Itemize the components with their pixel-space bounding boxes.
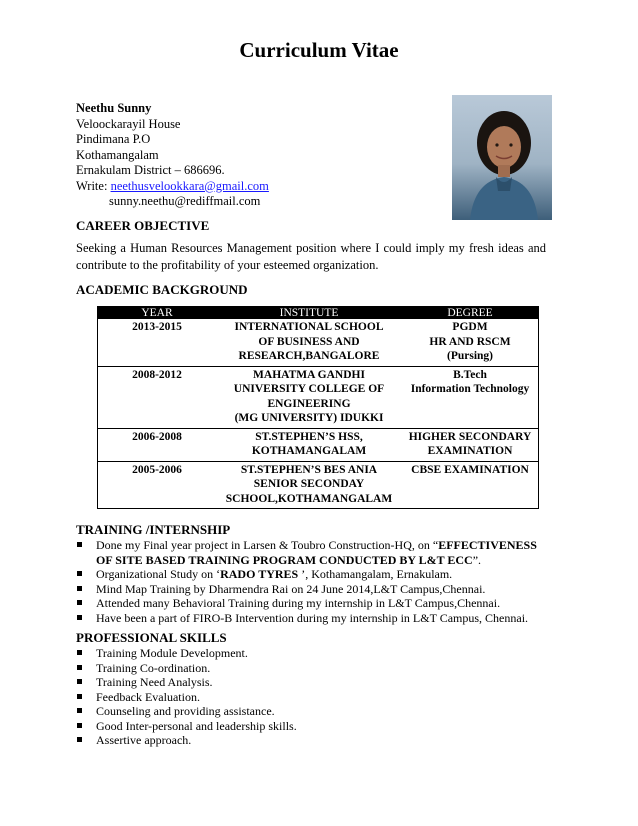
- column-header-institute: INSTITUTE: [216, 306, 402, 319]
- cell-institute: [216, 461, 402, 509]
- institute-line: INTERNATIONAL SCHOOL: [234, 321, 384, 333]
- degree-line: EXAMINATION: [427, 445, 513, 457]
- column-header-degree: DEGREE: [402, 306, 539, 319]
- institute-line: ST.STEPHEN’S HSS,: [255, 430, 363, 443]
- list-item: Feedback Evaluation.: [76, 690, 546, 705]
- cell-institute: [216, 428, 402, 461]
- skills-heading: PROFESSIONAL SKILLS: [76, 630, 227, 645]
- document-title: Curriculum Vitae: [239, 38, 399, 62]
- academic-heading: ACADEMIC BACKGROUND: [76, 282, 248, 297]
- list-item: Training Need Analysis.: [76, 675, 546, 690]
- applicant-name: Neethu Sunny: [76, 101, 152, 115]
- list-item: Assertive approach.: [76, 733, 546, 748]
- cell-year: 2005-2006: [98, 461, 217, 509]
- address-line: Pindimana P.O: [76, 132, 151, 146]
- institute-line: SENIOR SECONDAY: [253, 478, 365, 490]
- institute-line: SCHOOL,KOTHAMANGALAM: [225, 492, 393, 505]
- list-item: Training Module Development.: [76, 646, 546, 661]
- cell-year: 2008-2012: [98, 366, 217, 428]
- table-row: [98, 319, 539, 366]
- training-heading: TRAINING /INTERNSHIP: [76, 522, 231, 537]
- write-label: Write:: [76, 178, 111, 193]
- degree-line: Information Technology: [410, 383, 530, 395]
- institute-line: ST.STEPHEN’S BES ANIA: [240, 463, 378, 476]
- table-row: [98, 461, 539, 509]
- cell-degree: [402, 428, 539, 461]
- training-list: [76, 538, 546, 625]
- address-line: Ernakulam District – 686696.: [76, 163, 225, 177]
- list-item: Good Inter-personal and leadership skills.: [76, 719, 546, 734]
- institute-line: UNIVERSITY COLLEGE OF: [233, 383, 385, 395]
- cell-degree: [402, 319, 539, 366]
- institute-line: ENGINEERING: [267, 397, 351, 410]
- cell-institute: [216, 366, 402, 428]
- contact-block: [76, 101, 269, 210]
- career-objective-text: Seeking a Human Resources Management position where I could imply my fresh ideas and contribute to the profitability of your esteemed organization.: [76, 241, 546, 272]
- cell-degree: [402, 461, 539, 509]
- list-item: Mind Map Training by Dharmendra Rai on 24 June 2014,L&T Campus,Chennai.: [76, 582, 546, 597]
- address-line: Kothamangalam: [76, 147, 159, 162]
- list-item: Done my Final year project in Larsen & Toubro Construction-HQ, on “EFFECTIVENESS OF SITE BASED TRAINING PROGRAM CONDUCTED BY L&T ECC”.: [76, 538, 546, 567]
- email-line: [76, 179, 269, 195]
- degree-line: B.Tech: [453, 368, 487, 381]
- degree-line: CBSE EXAMINATION: [411, 463, 529, 476]
- skills-list: [76, 646, 546, 748]
- institute-line: KOTHAMANGALAM: [251, 445, 367, 457]
- list-item: Attended many Behavioral Training during my internship in L&T Campus,Chennai.: [76, 596, 546, 611]
- column-header-year: YEAR: [98, 306, 217, 319]
- degree-line: (Pursing): [447, 350, 493, 362]
- degree-line: HIGHER SECONDARY: [408, 430, 532, 443]
- cell-year: 2006-2008: [98, 428, 217, 461]
- email-primary-link[interactable]: neethusvelookkara@gmail.com: [110, 178, 269, 193]
- career-objective-heading: CAREER OBJECTIVE: [76, 218, 210, 233]
- cell-institute: [216, 319, 402, 366]
- table-header-row: [98, 306, 539, 319]
- list-item: Organizational Study on ‘RADO TYRES ’, Kothamangalam, Ernakulam.: [76, 567, 546, 582]
- institute-line: RESEARCH,BANGALORE: [238, 350, 380, 362]
- degree-line: HR AND RSCM: [429, 335, 511, 348]
- cell-degree: [402, 366, 539, 428]
- address-line: Veloockarayil House: [76, 116, 181, 131]
- email-secondary: sunny.neethu@rediffmail.com: [109, 194, 261, 208]
- institute-line: OF BUSINESS AND: [258, 335, 360, 348]
- table-row: [98, 428, 539, 461]
- academic-table: [97, 306, 539, 509]
- table-row: [98, 366, 539, 428]
- institute-line: MAHATMA GANDHI: [253, 368, 365, 381]
- degree-line: PGDM: [452, 321, 488, 333]
- cell-year: 2013-2015: [98, 319, 217, 366]
- list-item: Counseling and providing assistance.: [76, 704, 546, 719]
- list-item: Have been a part of FIRO-B Intervention during my internship in L&T Campus, Chennai.: [76, 611, 546, 626]
- profile-photo: [452, 95, 552, 220]
- institute-line: (MG UNIVERSITY) IDUKKI: [234, 412, 384, 424]
- list-item: Training Co-ordination.: [76, 661, 546, 676]
